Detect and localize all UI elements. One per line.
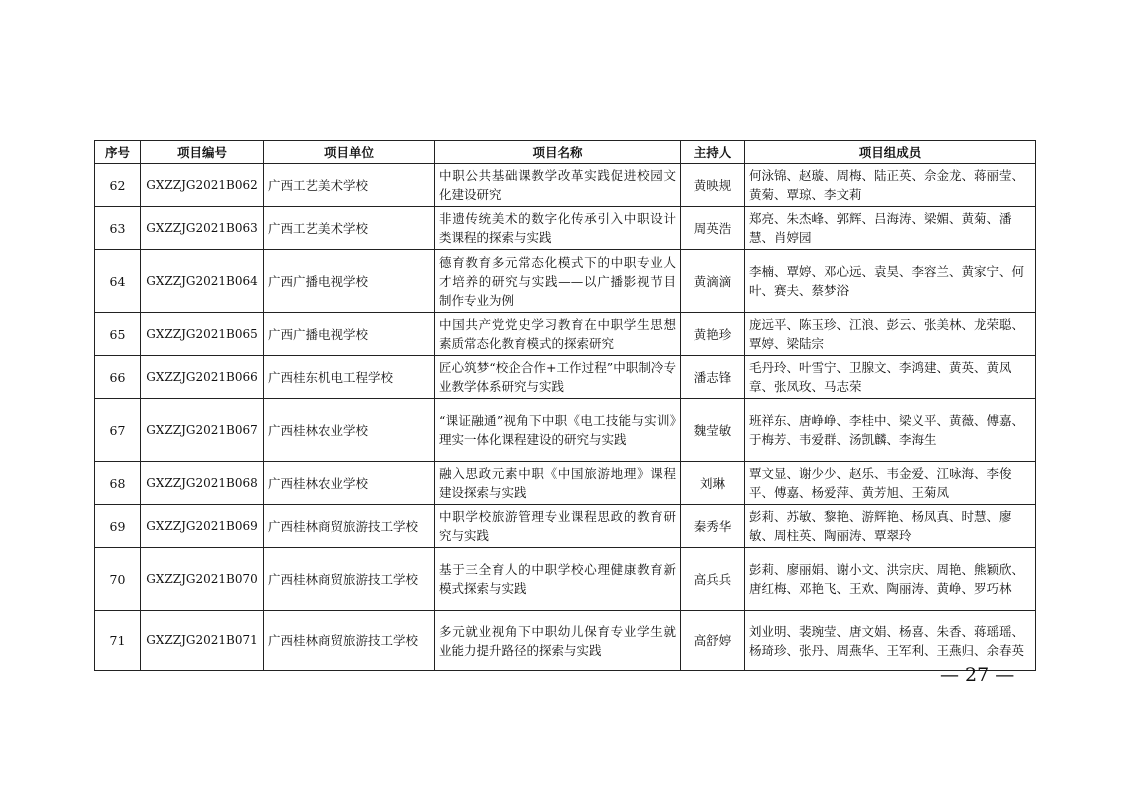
cell-name: 融入思政元素中职《中国旅游地理》课程建设探索与实践 [435,462,681,505]
cell-name: 中国共产党党史学习教育在中职学生思想素质常态化教育模式的探索研究 [435,313,681,356]
header-host: 主持人 [681,141,745,164]
cell-name: 基于三全育人的中职学校心理健康教育新模式探索与实践 [435,548,681,611]
project-table-container [94,140,1035,671]
table-row [95,399,1036,462]
cell-code: GXZZJG2021B071 [141,611,264,671]
cell-no: 64 [95,250,141,313]
cell-unit: 广西广播电视学校 [264,313,435,356]
cell-members: 刘业明、裴琬莹、唐文娟、杨喜、朱香、蒋瑶瑶、杨琦珍、张丹、周燕华、王军利、王燕归、余春英 [745,611,1036,671]
cell-name: 非遗传统美术的数字化传承引入中职设计类课程的探索与实践 [435,207,681,250]
cell-host: 高兵兵 [681,548,745,611]
header-no: 序号 [95,141,141,164]
cell-no: 71 [95,611,141,671]
cell-unit: 广西桂林农业学校 [264,399,435,462]
header-name: 项目名称 [435,141,681,164]
cell-host: 黄滴滴 [681,250,745,313]
cell-code: GXZZJG2021B065 [141,313,264,356]
cell-no: 62 [95,164,141,207]
cell-name: 多元就业视角下中职幼儿保育专业学生就业能力提升路径的探索与实践 [435,611,681,671]
cell-code: GXZZJG2021B063 [141,207,264,250]
cell-no: 67 [95,399,141,462]
cell-members: 毛丹玲、叶雪宁、卫腺文、李鸿建、黄英、黄凤章、张凤玫、马志荣 [745,356,1036,399]
cell-unit: 广西桂林商贸旅游技工学校 [264,548,435,611]
cell-members: 彭莉、苏敏、黎艳、游辉艳、杨凤真、时慧、廖敏、周柱英、陶丽涛、覃翠玲 [745,505,1036,548]
cell-name: 中职学校旅游管理专业课程思政的教育研究与实践 [435,505,681,548]
cell-unit: 广西桂林商贸旅游技工学校 [264,505,435,548]
table-row [95,611,1036,671]
cell-no: 65 [95,313,141,356]
cell-members: 彭莉、廖丽娟、谢小文、洪宗庆、周艳、熊颖欣、唐红梅、邓艳飞、王欢、陶丽涛、黄峥、罗巧林 [745,548,1036,611]
cell-host: 周英浩 [681,207,745,250]
table-row [95,207,1036,250]
table-row [95,462,1036,505]
table-row [95,164,1036,207]
cell-no: 63 [95,207,141,250]
cell-name: 德育教育多元常态化模式下的中职专业人才培养的研究与实践——以广播影视节目制作专业为例 [435,250,681,313]
cell-host: 高舒婷 [681,611,745,671]
cell-host: 黄映规 [681,164,745,207]
cell-host: 魏莹敏 [681,399,745,462]
table-row [95,356,1036,399]
cell-code: GXZZJG2021B069 [141,505,264,548]
cell-unit: 广西桂林农业学校 [264,462,435,505]
cell-name: 匠心筑梦“校企合作+工作过程”中职制冷专业教学体系研究与实践 [435,356,681,399]
cell-host: 黄艳珍 [681,313,745,356]
cell-name: “课证融通”视角下中职《电工技能与实训》理实一体化课程建设的研究与实践 [435,399,681,462]
cell-members: 班祥东、唐峥峥、李桂中、梁义平、黄薇、傅嘉、于梅芳、韦爱群、汤凯麟、李海生 [745,399,1036,462]
table-row [95,250,1036,313]
cell-unit: 广西桂林商贸旅游技工学校 [264,611,435,671]
table-row [95,548,1036,611]
cell-host: 潘志锋 [681,356,745,399]
cell-members: 何泳锦、赵璇、周梅、陆正英、佘金龙、蒋丽莹、黄菊、覃琼、李文莉 [745,164,1036,207]
project-table [94,140,1036,671]
table-row [95,313,1036,356]
cell-code: GXZZJG2021B064 [141,250,264,313]
header-code: 项目编号 [141,141,264,164]
cell-unit: 广西广播电视学校 [264,250,435,313]
cell-members: 李楠、覃婷、邓心远、袁昊、李容兰、黄家宁、何叶、赛夫、蔡梦浴 [745,250,1036,313]
cell-code: GXZZJG2021B070 [141,548,264,611]
cell-code: GXZZJG2021B066 [141,356,264,399]
cell-code: GXZZJG2021B068 [141,462,264,505]
cell-members: 郑亮、朱杰峰、郭辉、吕海涛、梁媚、黄菊、潘慧、肖婷园 [745,207,1036,250]
header-unit: 项目单位 [264,141,435,164]
cell-no: 70 [95,548,141,611]
cell-host: 刘琳 [681,462,745,505]
table-row [95,505,1036,548]
cell-no: 68 [95,462,141,505]
cell-code: GXZZJG2021B067 [141,399,264,462]
cell-no: 69 [95,505,141,548]
cell-code: GXZZJG2021B062 [141,164,264,207]
cell-name: 中职公共基础课教学改革实践促进校园文化建设研究 [435,164,681,207]
cell-members: 覃文显、谢少少、赵乐、韦金爱、江咏海、李俊平、傅嘉、杨爱萍、黄芳旭、王菊凤 [745,462,1036,505]
header-members: 项目组成员 [745,141,1036,164]
cell-no: 66 [95,356,141,399]
page-number: — 27 — [940,664,1015,686]
cell-members: 庞远平、陈玉珍、江浪、彭云、张美林、龙荣聪、覃婷、梁陆宗 [745,313,1036,356]
cell-host: 秦秀华 [681,505,745,548]
cell-unit: 广西工艺美术学校 [264,207,435,250]
cell-unit: 广西桂东机电工程学校 [264,356,435,399]
table-header-row [95,141,1036,164]
cell-unit: 广西工艺美术学校 [264,164,435,207]
